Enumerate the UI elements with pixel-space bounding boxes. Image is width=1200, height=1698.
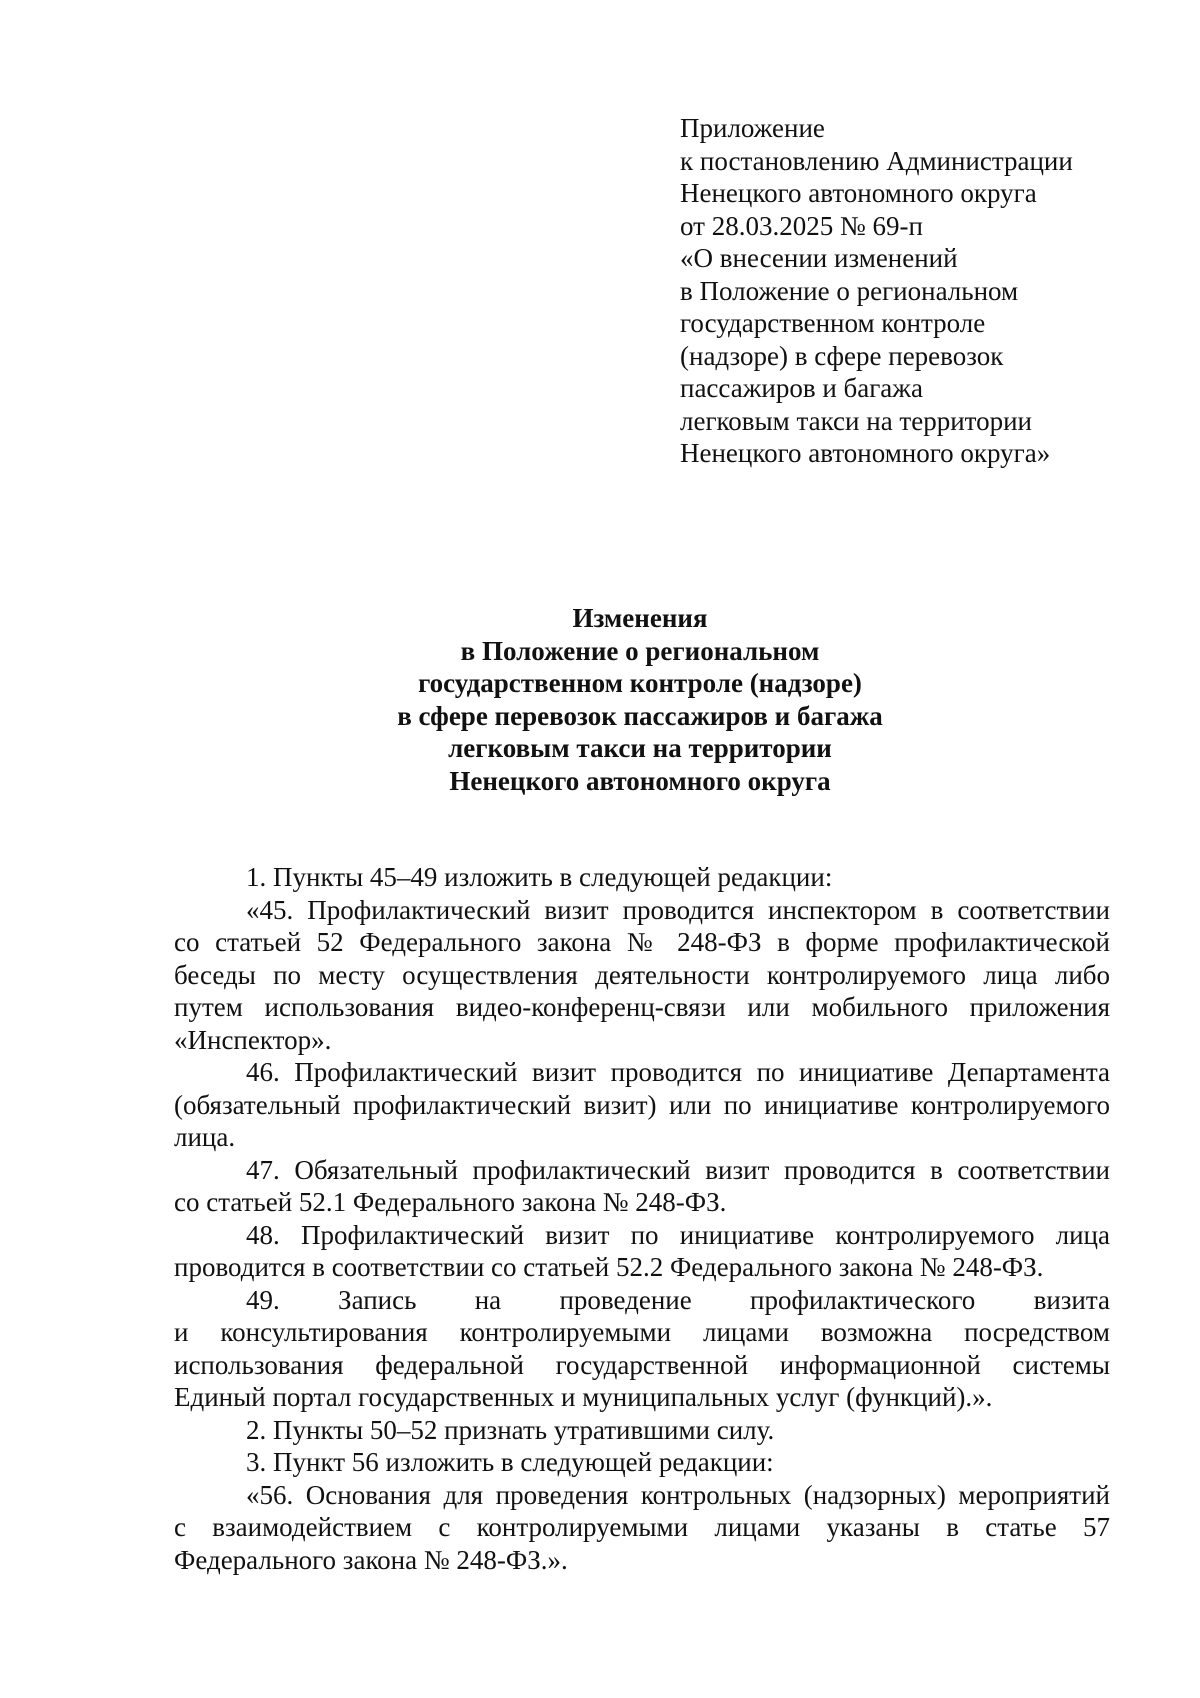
appendix-line: пассажиров и багажа xyxy=(680,373,923,403)
document-title xyxy=(170,602,1110,797)
appendix-line: легковым такси на территории xyxy=(680,405,1033,436)
body-line: 48. Профилактический визит по инициативе контролируемого лица xyxy=(246,1219,1110,1250)
title-line: Ненецкого автономного округа xyxy=(449,765,831,796)
body-line: «45. Профилактический визит проводится инспектором в соответствии xyxy=(246,894,1110,925)
body-line: 1. Пункты 45–49 изложить в следующей редакции: xyxy=(246,862,833,892)
appendix-line: в Положение о региональном xyxy=(680,275,1019,306)
appendix-line: государственном контроле xyxy=(680,308,986,338)
body-line: 3. Пункт 56 изложить в следующей редакции: xyxy=(246,1447,774,1477)
paragraph-46 xyxy=(174,1056,1110,1154)
appendix-line: Ненецкого автономного округа» xyxy=(680,438,1051,468)
body-line: беседы по месту осуществления деятельности контролируемого лица либо xyxy=(174,959,1110,990)
body-line: проводится в соответствии со статьей 52.2 Федерального закона № 248-ФЗ. xyxy=(174,1252,1044,1282)
title-line: Изменения xyxy=(572,603,708,633)
body-line: лица. xyxy=(174,1122,236,1152)
body-line: со статьей 52.1 Федерального закона № 248-ФЗ. xyxy=(174,1187,727,1217)
paragraph-48 xyxy=(174,1219,1110,1284)
body-line: (обязательный профилактический визит) или по инициативе контролируемого xyxy=(174,1089,1110,1120)
appendix-line: к постановлению Администрации xyxy=(680,145,1073,176)
title-line: в Положение о региональном xyxy=(460,635,820,666)
paragraph-3 xyxy=(174,1446,1110,1479)
paragraph-1 xyxy=(174,861,1110,894)
paragraph-56 xyxy=(174,1479,1110,1577)
appendix-line: «О внесении изменений xyxy=(680,243,958,273)
appendix-line: Приложение xyxy=(680,113,825,143)
body-line: 46. Профилактический визит проводится по инициативе Департамента xyxy=(246,1057,1110,1087)
paragraph-49 xyxy=(174,1284,1110,1414)
body-line: 2. Пункты 50–52 признать утратившими силу. xyxy=(246,1414,775,1445)
body-line: 47. Обязательный профилактический визит проводится в соответствии xyxy=(246,1154,1110,1185)
body-line: использования федеральной государственной информационной системы xyxy=(174,1349,1110,1380)
paragraph-2 xyxy=(174,1414,1110,1447)
document-body xyxy=(174,861,1110,1576)
appendix-header xyxy=(680,112,1150,470)
appendix-line: (надзоре) в сфере перевозок xyxy=(680,340,1004,371)
body-line: Единый портал государственных и муниципальных услуг (функций).». xyxy=(174,1382,993,1412)
body-line: с взаимодействием с контролируемыми лицами указаны в статье 57 xyxy=(174,1512,1110,1542)
body-line: и консультирования контролируемыми лицами возможна посредством xyxy=(174,1317,1110,1347)
appendix-line: от 28.03.2025 № 69-п xyxy=(680,210,923,241)
appendix-line: Ненецкого автономного округа xyxy=(680,178,1037,208)
body-line: 49. Запись на проведение профилактического визита xyxy=(246,1284,1110,1315)
paragraph-45 xyxy=(174,894,1110,1057)
body-line: «Инспектор». xyxy=(174,1024,332,1055)
body-line: Федерального закона № 248-ФЗ.». xyxy=(174,1544,568,1575)
body-line: «56. Основания для проведения контрольных (надзорных) мероприятий xyxy=(246,1479,1110,1510)
title-line: в сфере перевозок пассажиров и багажа xyxy=(397,700,883,731)
body-line: со статьей 52 Федерального закона № 248-ФЗ в форме профилактической xyxy=(174,927,1110,957)
title-line: легковым такси на территории xyxy=(448,733,832,763)
paragraph-47 xyxy=(174,1154,1110,1219)
title-line: государственном контроле (надзоре) xyxy=(418,668,862,698)
body-line: путем использования видео-конференц-связи или мобильного приложения xyxy=(174,992,1110,1022)
